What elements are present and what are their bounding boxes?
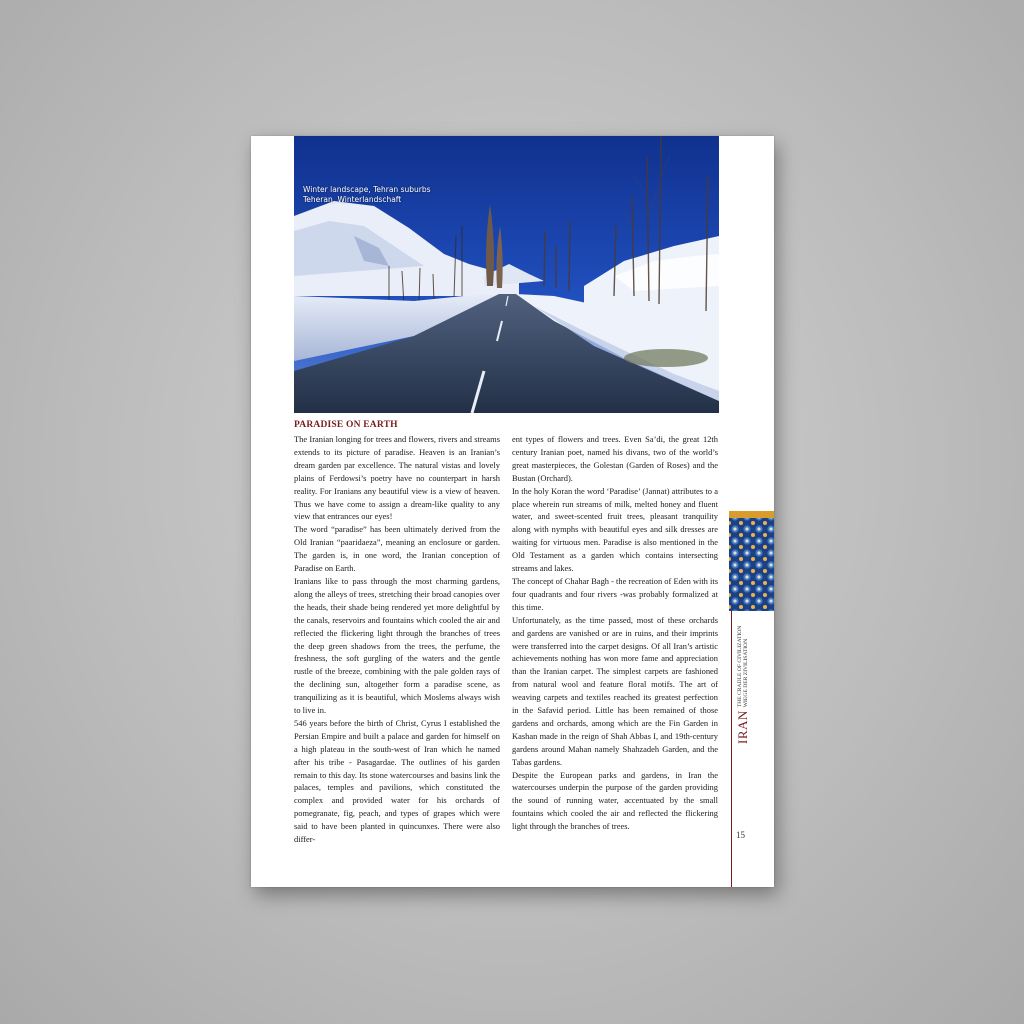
sidebar-subtitle-english: THE CRADLE OF CIVILIZATION: [736, 625, 743, 708]
page-number: 15: [736, 830, 745, 840]
photo-caption-english: Winter landscape, Tehran suburbs: [303, 185, 431, 194]
paragraph: In the holy Koran the word ‘Paradise’ (Jannat) attributes to a place wherein run streams of milk, melted honey and fluent water, and sweet-scented fruit trees, pleasant tranquility along with nymphs with beautiful eyes and silk dresses are waiting for virtuous men. Paradise is also mentioned in the Old Testament as a garden which contains intersecting streams and lakes.: [512, 485, 718, 574]
paragraph: The Iranian longing for trees and flowers, rivers and streams extends to its picture of paradise. Heaven is an Iranian’s dream garden par excellence. The natural vistas and lovely plains of Ferdowsi’s poetry have no counterpart in harsh reality. For Iranians any beautiful view is a view of heaven. Thus we have come to assign a dream-like quality to any view that entrances our eyes!: [294, 434, 500, 522]
paragraph: Despite the European parks and gardens, in Iran the watercourses underpin the purpose of the garden providing the sound of running water, accentuated by the small fountains which cooled the air and reflected the flickering light through the branches of trees.: [512, 769, 718, 832]
tile-pattern-tab: [729, 511, 774, 611]
article-right-column: [512, 433, 718, 833]
paragraph: 546 years before the birth of Christ, Cyrus I established the Persian Empire and built a palace and garden for himself on a high plateau in the south-west of Iran which he named after his tribe - Pasagardae. The outlines of his garden remain to this day. Its stone watercourses and basins link the palaces, temples and pavilions, which constituted the complex and provided water for his orchards of pomegranate, fig, peach, and types of grapes which were said to have been planted in quincunxes. There were also differ-: [294, 717, 500, 845]
article-left-column: [294, 433, 500, 846]
paragraph: Unfortunately, as the time passed, most of these orchards and gardens are vanished or are in ruins, and their imprints were transferred into the carpet designs. Of all Iran’s artistic achievements nothing has won more fame and appreciation than the Iranian carpet. The simplest carpets are fashioned from natural wool and feature floral motifs. The art of weaving carpets and textiles reached its greatest perfection in the Safavid period. Little has been remained of those gardens and orchards, among which are the Fin Garden in Kashan made in the reign of Shah Abbas I, and 19th-century gardens around Mahan namely Shahzadeh Garden, and the Tabas gardens.: [512, 614, 718, 767]
sidebar-rule: [731, 611, 732, 887]
paragraph: The word “paradise” has been ultimately derived from the Old Iranian “paaridaeza”, meaning an enclosure or garden. The garden is, in one word, the Iranian conception of Paradise on Earth.: [294, 524, 500, 574]
article-heading: PARADISE ON EARTH: [294, 420, 398, 430]
paragraph: Iranians like to pass through the most charming gardens, along the alleys of trees, stretching their broad canopies over the heads, their shade being rendered yet more delightful by the canals, reservoirs and fountains which cooled the air and reflected the flickering light through the branches of trees the deep green shadows from the trees, the perfume, the freshness, the soft gurgling of the waters and the gentle rustle of the breeze, combining with the pale golden rays of the declining sun, altogether form a paradise scene, as tranquilizing as it is beautiful, which Moslems always wish to live in.: [294, 575, 500, 716]
paragraph: ent types of flowers and trees. Even Sa’di, the great 12th century Iranian poet, named his divans, two of the world’s great masterpieces, the Golestan (Garden of Roses) and the Bustan (Orchard).: [512, 434, 718, 483]
photo-caption-german: Teheran, Winterlandschaft: [303, 195, 402, 204]
sidebar-subtitle-german: WIEGE DER ZIVILISATION: [743, 638, 749, 708]
photo-caption: [303, 185, 431, 205]
paragraph: The concept of Chahar Bagh - the recreation of Eden with its four quadrants and four rivers -was probably formalized at this time.: [512, 575, 718, 612]
sidebar-label: [735, 616, 751, 744]
sidebar-title: IRAN: [735, 710, 750, 744]
book-page: [251, 136, 774, 887]
winter-landscape-photo: [294, 136, 719, 413]
